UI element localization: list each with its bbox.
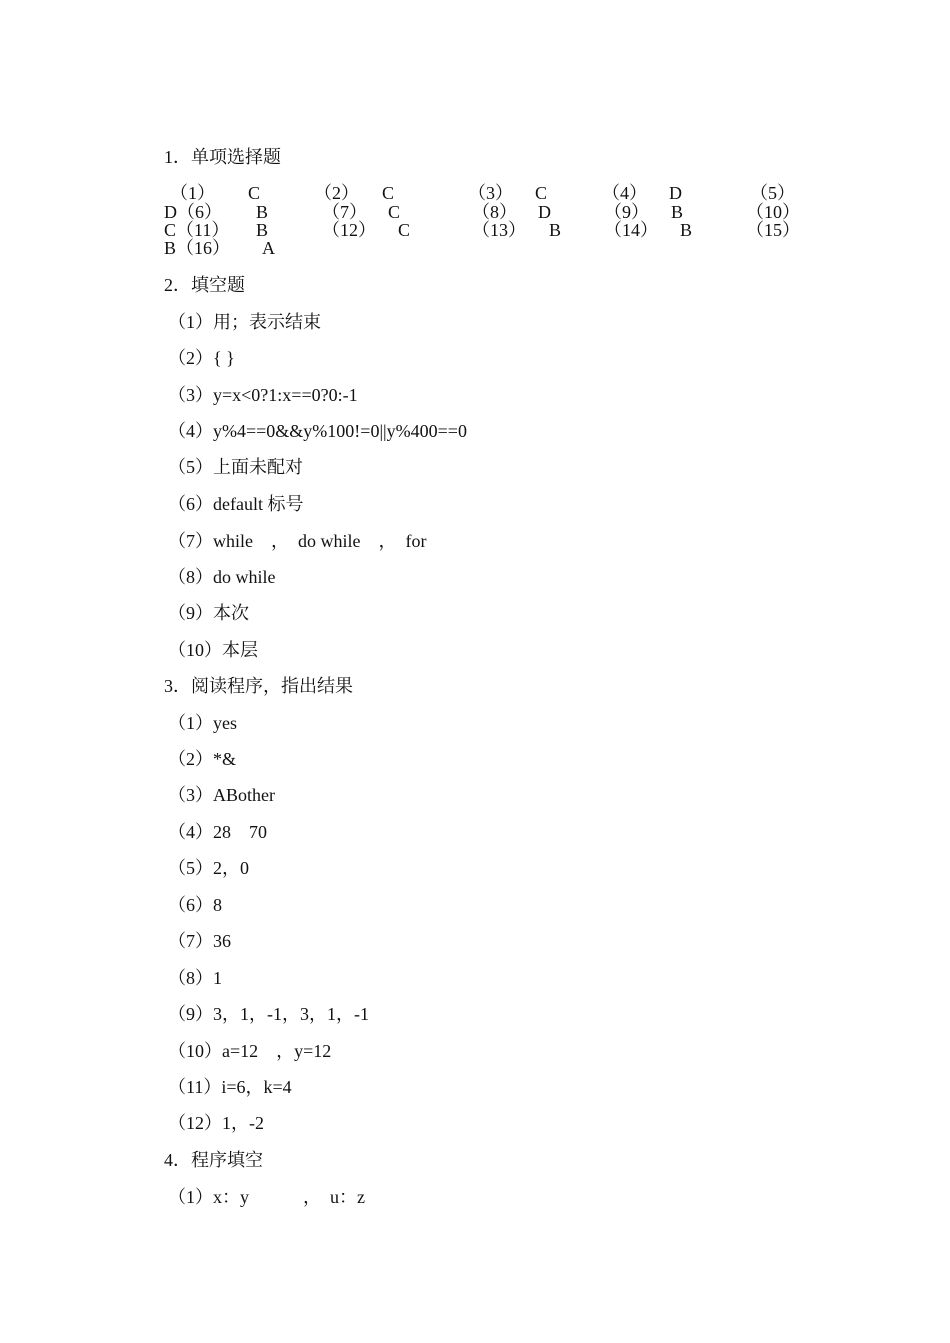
read-program-item: （1）yes — [168, 713, 237, 733]
read-program-item: （10）a=12 ，y=12 — [168, 1041, 332, 1061]
mcq-answer: C — [398, 220, 411, 240]
read-program-item: （4）28 70 — [168, 822, 267, 842]
mcq-answer: A — [262, 238, 275, 258]
mcq-answer: B — [256, 202, 269, 222]
mcq-number: （14） — [604, 220, 658, 240]
fill-blank-item: （6）default 标号 — [168, 494, 304, 514]
read-program-item: （7）36 — [168, 931, 231, 951]
read-program-item: （11）i=6，k=4 — [168, 1077, 292, 1097]
section-4-heading: 4．程序填空 — [164, 1150, 263, 1170]
section-2-heading: 2．填空题 — [164, 275, 245, 295]
mcq-answer: B — [671, 202, 684, 222]
fill-blank-item: （2）{ } — [168, 348, 235, 368]
mcq-answer: D — [538, 202, 551, 222]
read-program-item: （8）1 — [168, 968, 222, 988]
mcq-number: （13） — [472, 220, 526, 240]
mcq-answer: C — [248, 183, 261, 203]
read-program-item: （2）*& — [168, 749, 237, 769]
read-program-item: （9）3，1，-1，3，1，-1 — [168, 1004, 369, 1024]
mcq-number: （3） — [468, 183, 513, 203]
mcq-number: （10） — [746, 202, 800, 222]
mcq-number: （15） — [746, 220, 800, 240]
mcq-answer: B — [256, 220, 269, 240]
mcq-row — [164, 184, 804, 203]
mcq-row — [164, 221, 804, 240]
read-program-item: （12）1，-2 — [168, 1113, 264, 1133]
fill-blank-item: （3）y=x<0?1:x==0?0:-1 — [168, 385, 358, 405]
mcq-number: （1） — [170, 183, 215, 203]
program-fill-item: （1）x：y ， u：z — [168, 1187, 365, 1207]
fill-blank-item: （10）本层 — [168, 640, 258, 660]
mcq-number: D（6） — [164, 202, 222, 222]
section-3-heading: 3．阅读程序，指出结果 — [164, 676, 353, 696]
read-program-item: （5）2，0 — [168, 858, 249, 878]
mcq-answer: D — [669, 183, 682, 203]
mcq-answer: B — [549, 220, 562, 240]
read-program-item: （6）8 — [168, 895, 222, 915]
fill-blank-item: （4）y%4==0&&y%100!=0||y%400==0 — [168, 421, 467, 441]
mcq-answer: C — [388, 202, 401, 222]
mcq-number: （9） — [604, 202, 649, 222]
fill-blank-item: （9）本次 — [168, 603, 249, 623]
mcq-number: B（16） — [164, 238, 231, 258]
fill-blank-item: （8）do while — [168, 567, 276, 587]
mcq-number: （4） — [602, 183, 647, 203]
mcq-answer: C — [382, 183, 395, 203]
section-1-heading: 1．单项选择题 — [164, 147, 281, 167]
fill-blank-item: （7）while ， do while ， for — [168, 531, 427, 551]
mcq-row — [164, 239, 804, 258]
read-program-item: （3）ABother — [168, 785, 275, 805]
mcq-number: （7） — [322, 202, 367, 222]
mcq-number: （12） — [322, 220, 376, 240]
mcq-number: （8） — [472, 202, 517, 222]
mcq-number: C（11） — [164, 220, 230, 240]
fill-blank-item: （1）用；表示结束 — [168, 312, 321, 332]
mcq-number: （2） — [314, 183, 359, 203]
mcq-answer: B — [680, 220, 693, 240]
mcq-answer: C — [535, 183, 548, 203]
fill-blank-item: （5）上面未配对 — [168, 457, 303, 477]
mcq-number: （5） — [750, 183, 795, 203]
